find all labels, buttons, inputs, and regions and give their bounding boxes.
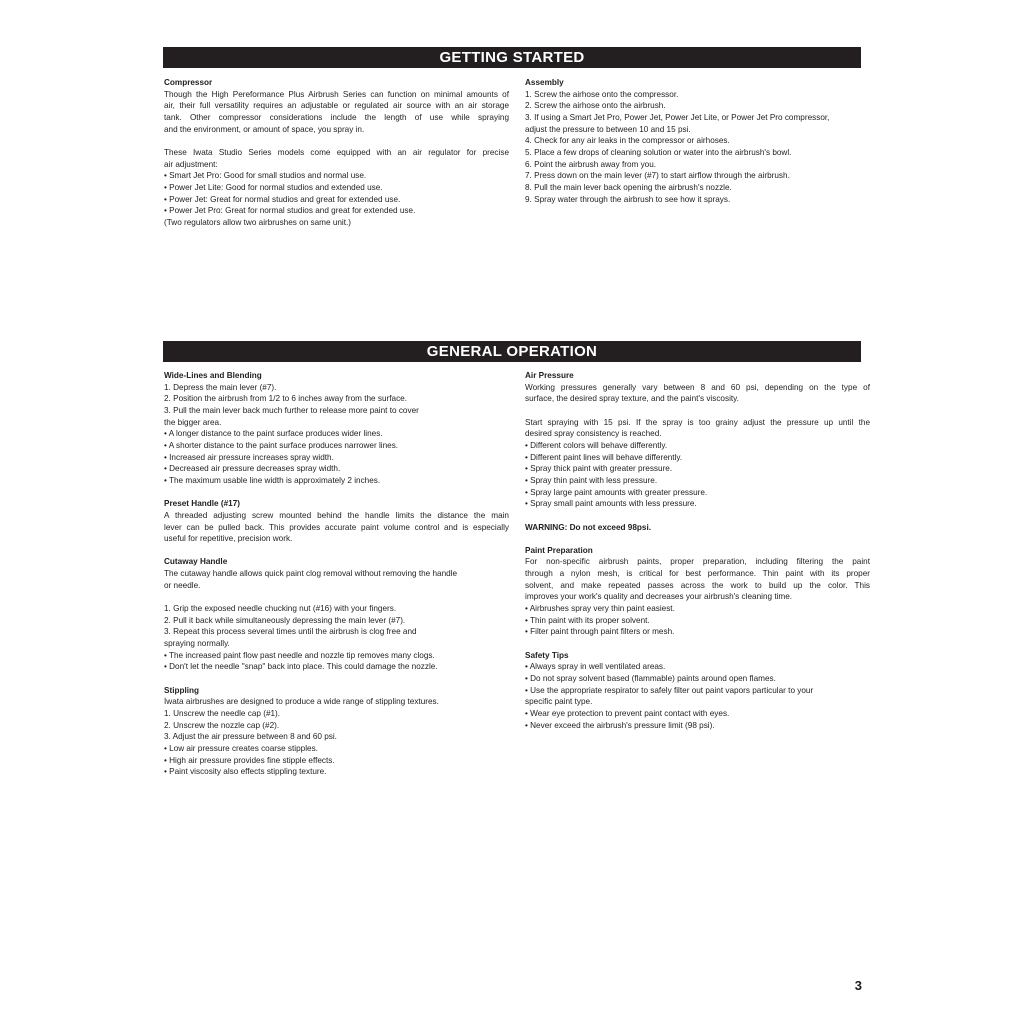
blank-line: [525, 405, 870, 417]
section-heading: Safety Tips: [525, 650, 569, 660]
text-line: 2. Pull it back while simultaneously depressing the main lever (#7).: [164, 615, 406, 625]
text-line: 3. Adjust the air pressure between 8 and 60 psi.: [164, 732, 337, 742]
text-line: Start spraying with 15 psi. If the spray is too grainy adjust the pressure up until the: [525, 417, 870, 427]
text-line: and the environment, or amount of space, you spray in.: [164, 124, 365, 134]
text-line: • Power Jet: Great for normal studios and great for extended use.: [164, 194, 401, 204]
text-line: • Wear eye protection to prevent paint contact with eyes.: [525, 708, 730, 718]
text-line: 9. Spray water through the airbrush to see how it sprays.: [525, 194, 731, 204]
text-line: • Low air pressure creates coarse stipples.: [164, 743, 318, 753]
text-line: 1. Grip the exposed needle chucking nut (#16) with your fingers.: [164, 604, 397, 614]
blank-line: [164, 545, 509, 557]
text-line: • A longer distance to the paint surface produces wider lines.: [164, 429, 383, 439]
text-line: spraying normally.: [164, 639, 230, 649]
text-line: • Increased air pressure increases spray width.: [164, 452, 334, 462]
text-line: Though the High Pereformance Plus Airbrush Series can function on minimal amounts of: [164, 89, 509, 99]
text-line: 2. Screw the airhose onto the airbrush.: [525, 101, 666, 111]
text-line: specific paint type.: [525, 697, 593, 707]
section-heading: Assembly: [525, 78, 564, 87]
text-line: (Two regulators allow two airbrushes on same unit.): [164, 217, 352, 227]
text-line: 8. Pull the main lever back opening the airbrush's nozzle.: [525, 182, 732, 192]
blank-line: [164, 591, 509, 603]
text-line: 3. If using a Smart Jet Pro, Power Jet, Power Jet Lite, or Power Jet Pro compressor,: [525, 112, 830, 122]
text-line: 1. Unscrew the needle cap (#1).: [164, 708, 281, 718]
text-line: adjust the pressure to between 10 and 15 psi.: [525, 124, 691, 134]
text-line: tank. Other compressor considerations include the length of use while spraying: [164, 112, 509, 122]
general-operation-left-column: [164, 370, 509, 778]
text-line: • Spray thick paint with greater pressure.: [525, 464, 673, 474]
section-heading: Compressor: [164, 78, 213, 87]
blank-line: [525, 533, 870, 545]
text-line: useful for repetitive, precision work.: [164, 534, 293, 544]
text-line: • Paint viscosity also effects stippling texture.: [164, 767, 327, 777]
text-line: The cutaway handle allows quick paint clog removal without removing the handle: [164, 569, 458, 579]
blank-line: [164, 487, 509, 499]
section-heading: Paint Preparation: [525, 545, 593, 555]
text-line: 4. Check for any air leaks in the compressor or airhoses.: [525, 136, 730, 146]
text-line: • Spray small paint amounts with less pressure.: [525, 499, 697, 509]
text-line: or needle.: [164, 580, 201, 590]
text-line: • Power Jet Lite: Good for normal studios and extended use.: [164, 182, 383, 192]
section-heading: Air Pressure: [525, 371, 574, 380]
text-line: 3. Pull the main lever back much further to release more paint to cover: [164, 405, 419, 415]
text-line: • Filter paint through paint filters or mesh.: [525, 627, 675, 637]
text-line: • Spray large paint amounts with greater pressure.: [525, 487, 708, 497]
text-line: • Smart Jet Pro: Good for small studios and normal use.: [164, 171, 367, 181]
text-line: surface, the desired spray texture, and the paint's viscosity.: [525, 394, 739, 404]
section-heading: Preset Handle (#17): [164, 499, 240, 509]
text-line: 2. Unscrew the nozzle cap (#2).: [164, 720, 280, 730]
general-operation-right-column: [525, 370, 870, 731]
blank-line: [525, 638, 870, 650]
text-line: • The maximum usable line width is approximately 2 inches.: [164, 475, 381, 485]
text-line: • Use the appropriate respirator to safely filter out paint vapors particular to your: [525, 685, 814, 695]
text-line: 2. Position the airbrush from 1/2 to 6 inches away from the surface.: [164, 394, 408, 404]
text-line: 5. Place a few drops of cleaning solution or water into the airbrush's bowl.: [525, 147, 792, 157]
text-line: A threaded adjusting screw mounted behind the handle limits the distance the main: [164, 510, 509, 520]
text-line: 6. Point the airbrush away from you.: [525, 159, 657, 169]
text-line: 1. Screw the airhose onto the compressor.: [525, 89, 679, 99]
text-line: Iwata airbrushes are designed to produce a wide range of stippling textures.: [164, 697, 439, 707]
text-line: improves your work's quality and decreases your airbrush's cleaning time.: [525, 592, 793, 602]
text-line: • High air pressure provides fine stipple effects.: [164, 755, 335, 765]
text-line: lever can be pulled back. This provides accurate paint volume control and is especially: [164, 522, 509, 532]
text-line: • Different paint lines will behave differently.: [525, 452, 683, 462]
section-heading: Wide-Lines and Blending: [164, 371, 262, 380]
text-line: • Always spray in well ventilated areas.: [525, 662, 666, 672]
text-line: 3. Repeat this process several times until the airbrush is clog free and: [164, 627, 417, 637]
text-line: • Don't let the needle "snap" back into place. This could damage the nozzle.: [164, 662, 438, 672]
text-line: • Decreased air pressure decreases spray width.: [164, 464, 341, 474]
text-line: • Do not spray solvent based (flammable) paints around open flames.: [525, 674, 776, 683]
text-line: air, their full versatility requires an adjustable or regulated air source with an air storage: [164, 101, 509, 111]
text-line: 7. Press down on the main lever (#7) to start airflow through the airbrush.: [525, 171, 790, 181]
text-line: desired spray consistency is reached.: [525, 429, 662, 439]
text-line: • A shorter distance to the paint surface produces narrower lines.: [164, 440, 399, 450]
text-line: the bigger area.: [164, 417, 222, 427]
general-operation-banner: GENERAL OPERATION: [163, 341, 861, 362]
text-line: For non-specific airbrush paints, proper preparation, including filtering the paint: [525, 557, 870, 567]
text-line: Working pressures generally vary between 8 and 60 psi, depending on the type of: [525, 382, 870, 392]
text-line: • Never exceed the airbrush's pressure limit (98 psi).: [525, 720, 715, 730]
section-heading: Stippling: [164, 685, 200, 695]
text-line: solvent, and make repeated passes across the work to build up the color. This: [525, 580, 870, 590]
getting-started-banner: GETTING STARTED: [163, 47, 861, 68]
text-line: • Thin paint with its proper solvent.: [525, 615, 650, 625]
blank-line: [525, 510, 870, 522]
text-line: • Power Jet Pro: Great for normal studios and great for extended use.: [164, 206, 416, 216]
getting-started-left-column: [164, 77, 509, 229]
blank-line: [164, 673, 509, 685]
text-line: • Airbrushes spray very thin paint easiest.: [525, 604, 675, 614]
text-line: These Iwata Studio Series models come equipped with an air regulator for precise: [164, 147, 509, 157]
blank-line: [164, 135, 509, 147]
text-line: air adjustment:: [164, 159, 218, 169]
text-line: • Spray thin paint with less pressure.: [525, 475, 658, 485]
text-line: 1. Depress the main lever (#7).: [164, 382, 277, 392]
page-number: 3: [854, 978, 862, 993]
section-heading: WARNING: Do not exceed 98psi.: [525, 522, 652, 532]
text-line: • The increased paint flow past needle and nozzle tip removes many clogs.: [164, 650, 435, 660]
text-line: • Different colors will behave differently.: [525, 440, 668, 450]
text-line: through a nylon mesh, is critical for best performance. Thin paint with its proper: [525, 569, 870, 579]
section-heading: Cutaway Handle: [164, 557, 228, 567]
getting-started-right-column: [525, 77, 870, 205]
